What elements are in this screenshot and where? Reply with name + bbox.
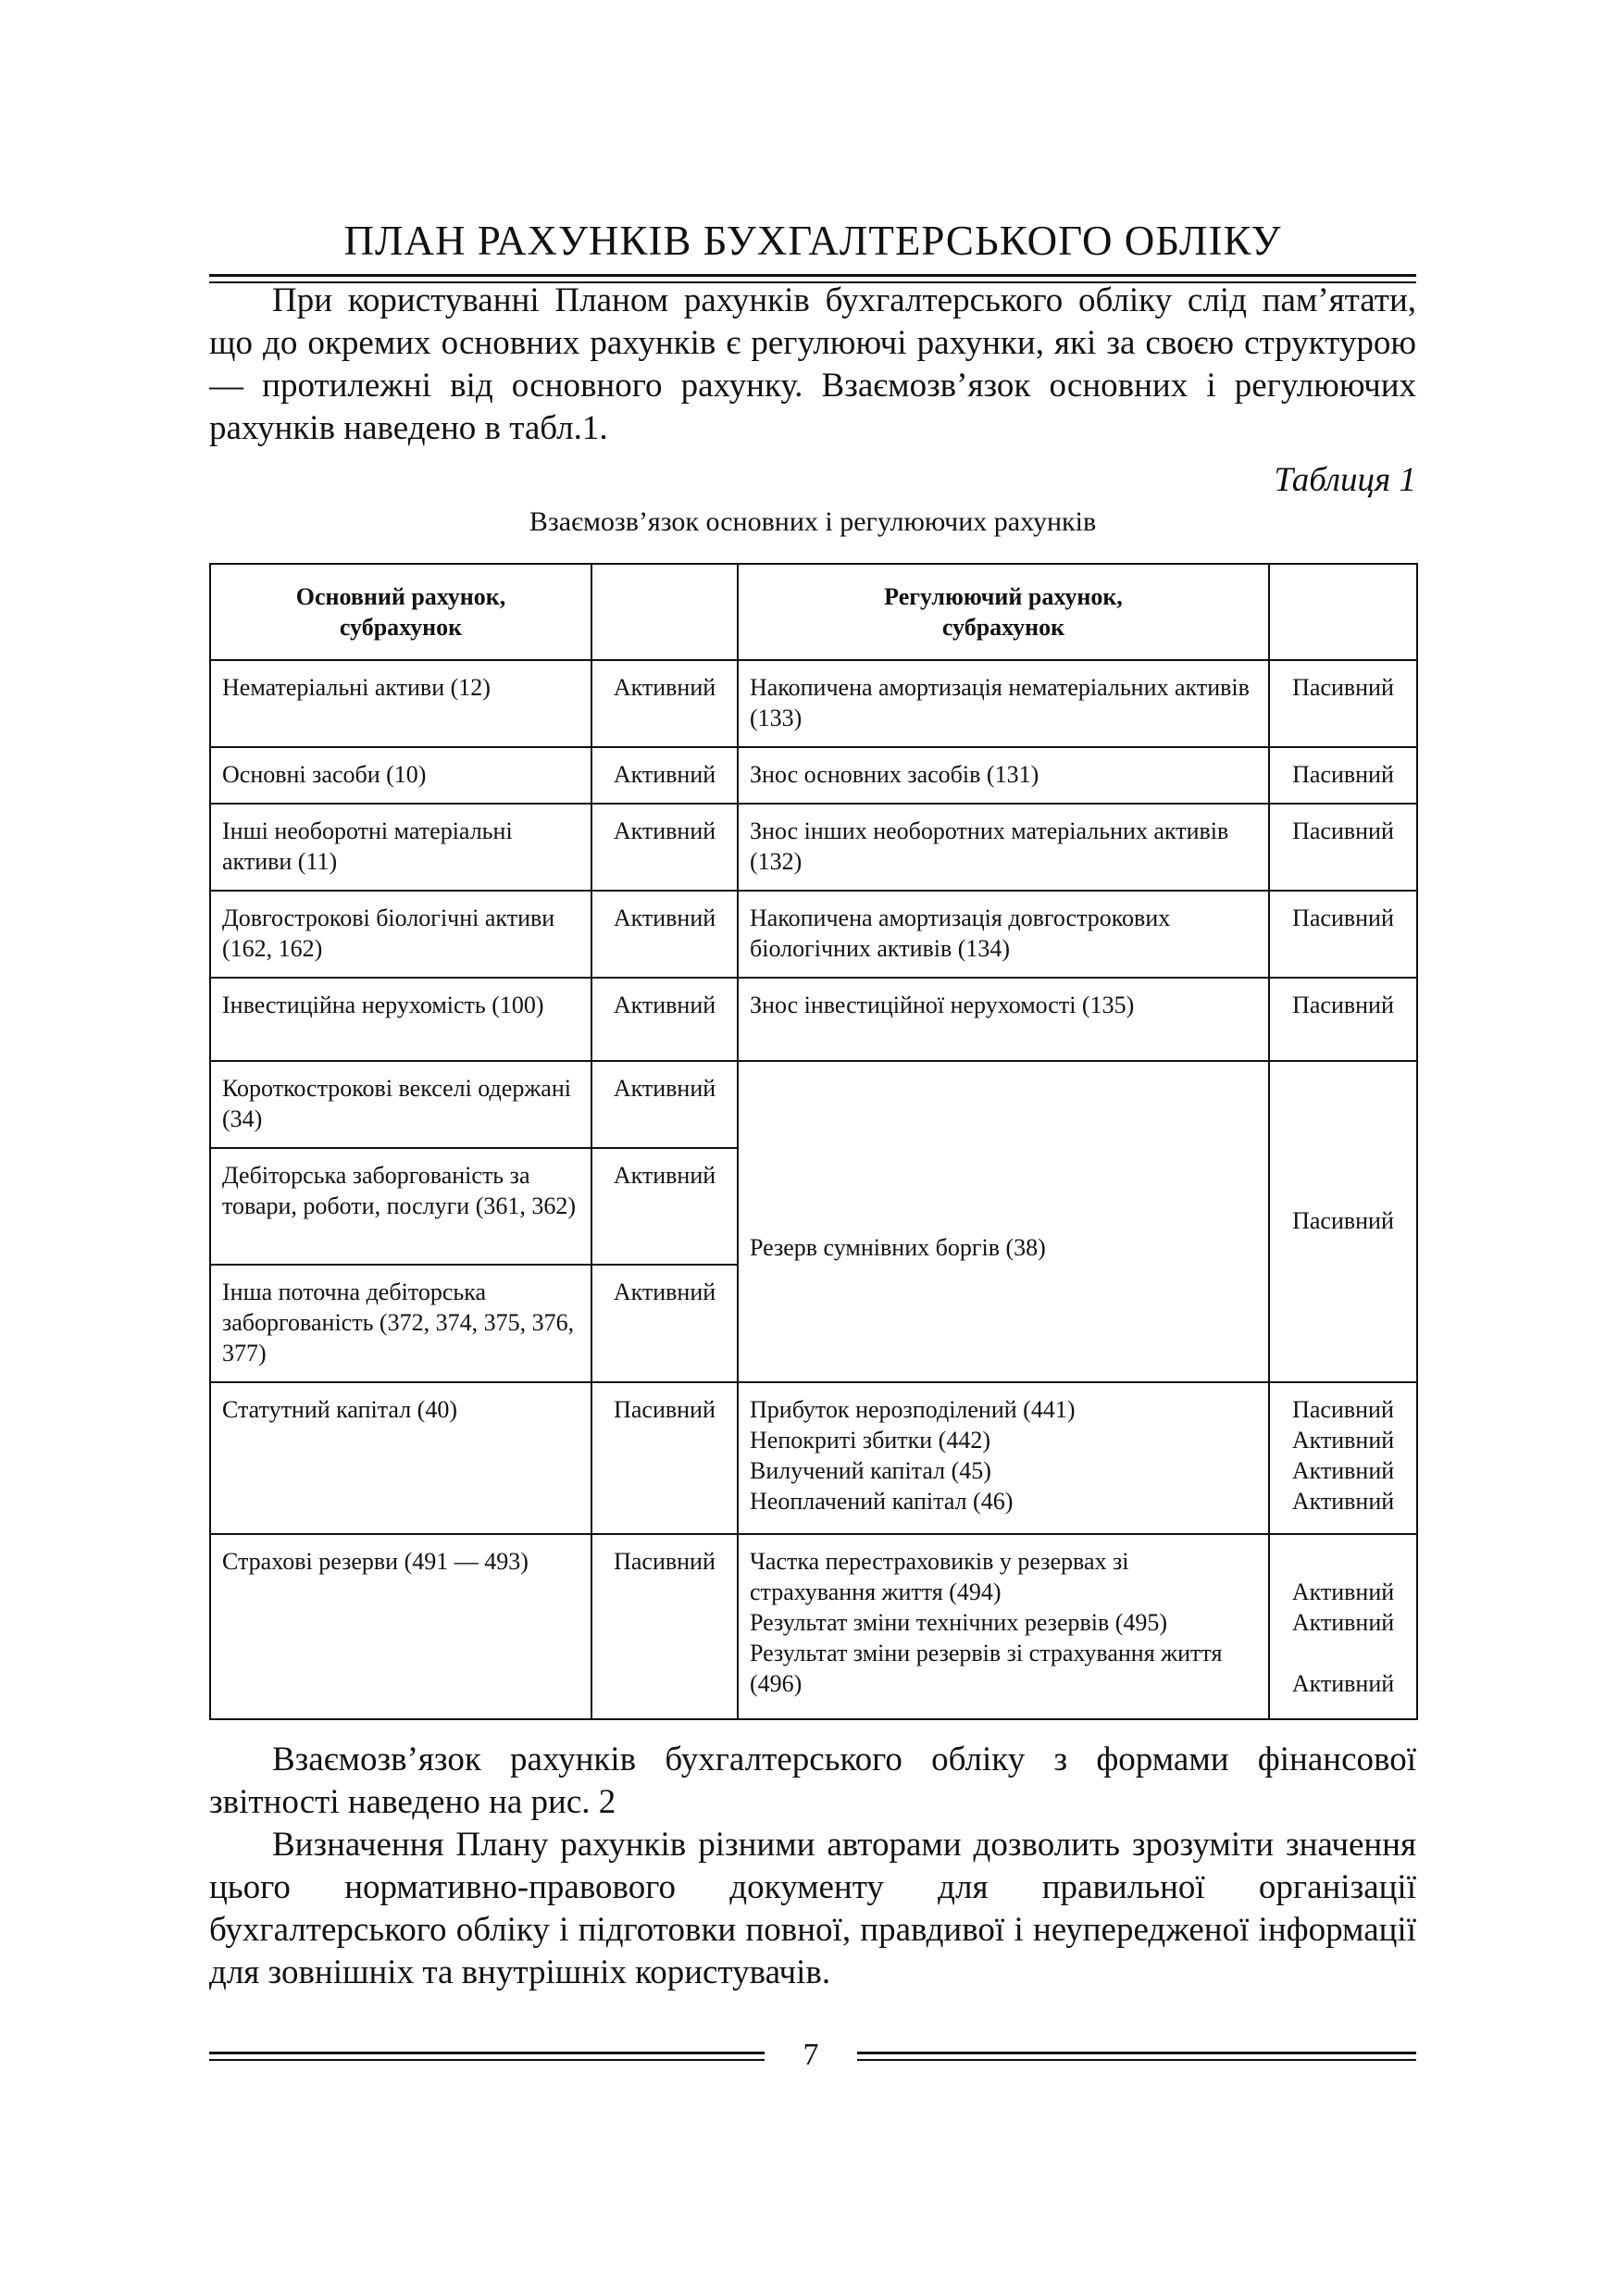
reg-account-cell: Накопичена амортизація нематеріальних активів (133): [738, 660, 1269, 747]
reg-line: Прибуток нерозподілений (441): [750, 1396, 1076, 1423]
header-reg-line2: субрахунок: [941, 614, 1065, 641]
table-row: [210, 804, 1417, 891]
header-reg-type: [1269, 564, 1417, 660]
reg-account-cell: Знос інвестиційної нерухомості (135): [738, 978, 1269, 1061]
reg-account-cell: Знос інших необоротних матеріальних активів (132): [738, 804, 1269, 891]
reg-type-line: Активний: [1291, 1609, 1395, 1636]
reg-account-cell-merged: Резерв сумнівних боргів (38): [738, 1061, 1269, 1382]
reg-type-cell: Пасивний: [1269, 804, 1417, 891]
reg-line: Неоплачений капітал (46): [750, 1488, 1014, 1515]
main-account-cell: Довгострокові біологічні активи (162, 162): [210, 891, 591, 978]
main-type-cell: Активний: [591, 1265, 738, 1382]
paragraph-definition-text: Визначення Плану рахунків різними авторами дозволить зрозуміти значення цього нормативно-правового документу для правильної організації бухгалтерського обліку і підготовки повної, правдивої і неупередженої інформації для зовнішніх та внутрішніх користувачів.: [209, 1826, 1416, 1991]
main-type-cell: Пасивний: [591, 1382, 738, 1534]
intro-text: При користуванні Планом рахунків бухгалтерського обліку слід пам’ятати, що до окремих основних рахунків є регулюючі рахунки, які за своєю структурою — протилежні від основного рахунку. Взаємозв’язок основних і регулюючих рахунків наведено в табл.1.: [209, 281, 1416, 447]
table-row: [210, 1534, 1417, 1719]
reg-account-cell: [738, 1534, 1269, 1719]
main-account-cell: Страхові резерви (491 — 493): [210, 1534, 591, 1719]
main-type-cell: Активний: [591, 747, 738, 804]
intro-paragraph: [209, 280, 1416, 450]
main-account-cell: Нематеріальні активи (12): [210, 660, 591, 747]
table-header-row: [210, 564, 1417, 660]
reg-account-cell: Знос основних засобів (131): [738, 747, 1269, 804]
reg-type-line: Активний: [1291, 1670, 1395, 1697]
footer-rule-left: [209, 2052, 765, 2054]
header-main-type: [591, 564, 738, 660]
main-account-cell: Інвестиційна нерухомість (100): [210, 978, 591, 1061]
reg-type-cell: [1269, 1382, 1417, 1534]
reg-type-cell: Пасивний: [1269, 978, 1417, 1061]
main-type-cell: Активний: [591, 978, 738, 1061]
main-account-cell: Інша поточна дебіторська заборгованість (372, 374, 375, 376, 377): [210, 1265, 591, 1382]
reg-line: Результат зміни резервів зі страхування життя (496): [750, 1640, 1223, 1697]
main-account-cell: Дебіторська заборгованість за товари, роботи, послуги (361, 362): [210, 1148, 591, 1265]
reg-account-cell: Накопичена амортизація довгострокових біологічних активів (134): [738, 891, 1269, 978]
footer-rule-right: [857, 2052, 1416, 2054]
main-type-cell: Активний: [591, 1061, 738, 1148]
paragraph-definition: [209, 1824, 1416, 1994]
main-type-cell: Активний: [591, 891, 738, 978]
paragraph-forms: [209, 1739, 1416, 1824]
reg-type-line: Активний: [1291, 1578, 1395, 1605]
table-row: [210, 891, 1417, 978]
paragraph-forms-text: Взаємозв’язок рахунків бухгалтерського обліку з формами фінансової звітності наведено на рис. 2: [209, 1741, 1416, 1821]
main-type-cell: Активний: [591, 804, 738, 891]
main-type-cell: Пасивний: [591, 1534, 738, 1719]
table-label: Таблиця 1: [1274, 461, 1416, 499]
reg-line: Непокриті збитки (442): [750, 1427, 990, 1454]
reg-type-line: Активний: [1291, 1488, 1395, 1515]
main-account-cell: Інші необоротні матеріальні активи (11): [210, 804, 591, 891]
table-row: [210, 747, 1417, 804]
reg-type-line: Пасивний: [1292, 1396, 1394, 1423]
table-row: [210, 1382, 1417, 1534]
header-rule: [209, 274, 1416, 277]
header-main-line1: Основний рахунок,: [295, 583, 506, 610]
reg-line: Частка перестраховиків у резервах зі страхування життя (494): [750, 1548, 1129, 1605]
table-row: [210, 1061, 1417, 1148]
reg-type-cell-merged: Пасивний: [1269, 1061, 1417, 1382]
reg-type-line: Активний: [1291, 1427, 1395, 1454]
reg-type-cell: [1269, 1534, 1417, 1719]
header-reg-line1: Регулюючий рахунок,: [884, 583, 1123, 610]
main-account-cell: Основні засоби (10): [210, 747, 591, 804]
reg-type-cell: Пасивний: [1269, 891, 1417, 978]
table-caption: Взаємозв’язок основних і регулюючих рахунків: [529, 506, 1097, 537]
reg-type-cell: Пасивний: [1269, 660, 1417, 747]
reg-account-cell: [738, 1382, 1269, 1534]
main-account-cell: Короткострокові векселі одержані (34): [210, 1061, 591, 1148]
header-main-account: [210, 564, 591, 660]
reg-line: Вилучений капітал (45): [750, 1457, 991, 1484]
table-row: [210, 660, 1417, 747]
table-row: [210, 978, 1417, 1061]
spacer: [1274, 1546, 1413, 1577]
header-reg-account: [738, 564, 1269, 660]
main-account-cell: Статутний капітал (40): [210, 1382, 591, 1534]
page-number: 7: [803, 2038, 819, 2072]
main-type-cell: Активний: [591, 1148, 738, 1265]
reg-type-line: Активний: [1291, 1457, 1395, 1484]
running-header: ПЛАН РАХУНКІВ БУХГАЛТЕРСЬКОГО ОБЛІКУ: [343, 218, 1282, 264]
header-main-line2: субрахунок: [339, 614, 463, 641]
spacer: [1274, 1638, 1413, 1668]
reg-type-cell: Пасивний: [1269, 747, 1417, 804]
main-type-cell: Активний: [591, 660, 738, 747]
reg-line: Результат зміни технічних резервів (495): [750, 1609, 1168, 1636]
accounts-table: [209, 563, 1418, 1720]
